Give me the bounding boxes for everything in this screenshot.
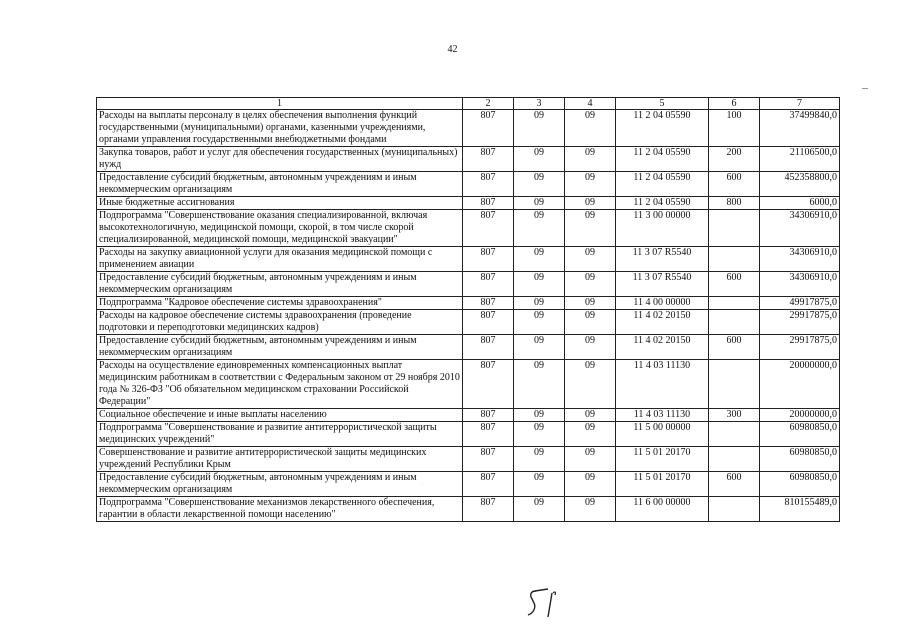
column-header: 3 [514, 98, 565, 110]
signature-text: 51 [422, 485, 423, 486]
row-col-3: 09 [514, 472, 565, 497]
row-col-2: 807 [463, 335, 514, 360]
row-col-6: 200 [709, 147, 760, 172]
table-row [97, 147, 840, 172]
row-col-3: 09 [514, 409, 565, 422]
row-col-4: 09 [565, 210, 616, 247]
row-col-4: 09 [565, 147, 616, 172]
row-col-6: 600 [709, 472, 760, 497]
row-name: Закупка товаров, работ и услуг для обеспечения государственных (муниципальных) нужд [97, 147, 463, 172]
row-name: Расходы на закупку авиационной услуги для оказания медицинской помощи с применением авиации [97, 247, 463, 272]
row-amount: 34306910,0 [760, 247, 840, 272]
row-col-4: 09 [565, 409, 616, 422]
table-row [97, 409, 840, 422]
row-col-6: 800 [709, 197, 760, 210]
table-row [97, 197, 840, 210]
table-row [97, 110, 840, 147]
row-col-3: 09 [514, 210, 565, 247]
page-number: 42 [447, 44, 458, 55]
row-col-3: 09 [514, 247, 565, 272]
row-col-5: 11 5 01 20170 [616, 447, 709, 472]
row-col-3: 09 [514, 310, 565, 335]
row-col-6 [709, 297, 760, 310]
column-header: 4 [565, 98, 616, 110]
row-name: Социальное обеспечение и иные выплаты населению [97, 409, 463, 422]
row-amount: 29917875,0 [760, 335, 840, 360]
row-col-4: 09 [565, 297, 616, 310]
row-col-4: 09 [565, 335, 616, 360]
row-col-2: 807 [463, 497, 514, 522]
row-col-6 [709, 422, 760, 447]
row-col-6 [709, 447, 760, 472]
row-col-5: 11 3 07 R5540 [616, 247, 709, 272]
row-col-6: 300 [709, 409, 760, 422]
row-col-5: 11 3 00 00000 [616, 210, 709, 247]
row-amount: 21106500,0 [760, 147, 840, 172]
row-col-3: 09 [514, 197, 565, 210]
row-col-2: 807 [463, 197, 514, 210]
row-col-3: 09 [514, 360, 565, 409]
row-name: Подпрограмма "Совершенствование оказания специализированной, включая высокотехнологичную, медицинской помощи, скорой, в том числе скорой специализированной, медицинской помощи, медицинской эвакуации" [97, 210, 463, 247]
table-row [97, 422, 840, 447]
row-name: Расходы на осуществление единовременных компенсационных выплат медицинским работникам в соответствии с Федеральным законом от 29 ноября 2010 года № 326-ФЗ "Об обязательном медицинском страховании Российской Федерации" [97, 360, 463, 409]
row-col-6 [709, 247, 760, 272]
row-col-6: 100 [709, 110, 760, 147]
column-header: 6 [709, 98, 760, 110]
row-col-2: 807 [463, 310, 514, 335]
row-col-2: 807 [463, 422, 514, 447]
row-name: Подпрограмма "Совершенствование и развитие антитеррористической защиты медицинских учреждений" [97, 422, 463, 447]
row-amount: 29917875,0 [760, 310, 840, 335]
row-col-4: 09 [565, 360, 616, 409]
row-col-5: 11 6 00 00000 [616, 497, 709, 522]
margin-mark [862, 88, 868, 89]
row-col-5: 11 4 02 20150 [616, 335, 709, 360]
table-row [97, 447, 840, 472]
row-col-3: 09 [514, 447, 565, 472]
row-col-2: 807 [463, 147, 514, 172]
row-col-2: 807 [463, 409, 514, 422]
row-col-5: 11 4 03 11130 [616, 409, 709, 422]
row-name: Расходы на кадровое обеспечение системы здравоохранения (проведение подготовки и переподготовки медицинских кадров) [97, 310, 463, 335]
table-row [97, 497, 840, 522]
row-col-5: 11 5 00 00000 [616, 422, 709, 447]
row-col-4: 09 [565, 472, 616, 497]
row-col-6: 600 [709, 335, 760, 360]
row-name: Иные бюджетные ассигнования [97, 197, 463, 210]
table-row [97, 210, 840, 247]
row-col-4: 09 [565, 497, 616, 522]
row-col-5: 11 2 04 05590 [616, 172, 709, 197]
row-col-4: 09 [565, 272, 616, 297]
row-amount: 452358800,0 [760, 172, 840, 197]
row-col-5: 11 5 01 20170 [616, 472, 709, 497]
row-col-4: 09 [565, 247, 616, 272]
row-col-5: 11 2 04 05590 [616, 110, 709, 147]
column-header: 1 [97, 98, 463, 110]
row-col-6: 600 [709, 172, 760, 197]
row-amount: 34306910,0 [760, 272, 840, 297]
table-row [97, 272, 840, 297]
row-col-4: 09 [565, 197, 616, 210]
row-col-2: 807 [463, 172, 514, 197]
row-col-5: 11 4 02 20150 [616, 310, 709, 335]
row-name: Предоставление субсидий бюджетным, автономным учреждениям и иным некоммерческим организациям [97, 335, 463, 360]
table-header-row [97, 98, 840, 110]
row-col-3: 09 [514, 147, 565, 172]
row-col-3: 09 [514, 497, 565, 522]
row-amount: 34306910,0 [760, 210, 840, 247]
row-amount: 6000,0 [760, 197, 840, 210]
row-name: Предоставление субсидий бюджетным, автономным учреждениям и иным некоммерческим организациям [97, 172, 463, 197]
row-amount: 810155489,0 [760, 497, 840, 522]
row-col-2: 807 [463, 360, 514, 409]
row-col-3: 09 [514, 172, 565, 197]
row-amount: 60980850,0 [760, 447, 840, 472]
row-col-4: 09 [565, 310, 616, 335]
row-amount: 60980850,0 [760, 472, 840, 497]
row-col-5: 11 2 04 05590 [616, 197, 709, 210]
row-col-5: 11 2 04 05590 [616, 147, 709, 172]
row-col-4: 09 [565, 172, 616, 197]
row-col-3: 09 [514, 297, 565, 310]
row-name: Совершенствование и развитие антитеррористической защиты медицинских учреждений Республики Крым [97, 447, 463, 472]
row-col-6: 600 [709, 272, 760, 297]
row-name: Предоставление субсидий бюджетным, автономным учреждениям и иным некоммерческим организациям [97, 472, 463, 497]
row-col-2: 807 [463, 210, 514, 247]
row-col-3: 09 [514, 110, 565, 147]
table-row [97, 335, 840, 360]
table-body [97, 110, 840, 522]
row-col-3: 09 [514, 335, 565, 360]
row-col-2: 807 [463, 247, 514, 272]
row-name: Подпрограмма "Совершенствование механизмов лекарственного обеспечения, гарантии в области лекарственной помощи населению" [97, 497, 463, 522]
row-amount: 49917875,0 [760, 297, 840, 310]
table-row [97, 247, 840, 272]
row-name: Подпрограмма "Кадровое обеспечение системы здравоохранения" [97, 297, 463, 310]
row-col-6 [709, 497, 760, 522]
table-row [97, 472, 840, 497]
row-amount: 60980850,0 [760, 422, 840, 447]
row-amount: 20000000,0 [760, 409, 840, 422]
row-amount: 20000000,0 [760, 360, 840, 409]
table-row [97, 297, 840, 310]
row-col-2: 807 [463, 297, 514, 310]
row-col-5: 11 4 00 00000 [616, 297, 709, 310]
row-col-5: 11 3 07 R5540 [616, 272, 709, 297]
row-col-4: 09 [565, 422, 616, 447]
row-col-6 [709, 360, 760, 409]
table-row [97, 360, 840, 409]
row-col-4: 09 [565, 447, 616, 472]
table-row [97, 310, 840, 335]
row-col-2: 807 [463, 110, 514, 147]
budget-table [96, 97, 840, 522]
row-col-3: 09 [514, 422, 565, 447]
row-col-2: 807 [463, 272, 514, 297]
table-row [97, 172, 840, 197]
row-col-5: 11 4 03 11130 [616, 360, 709, 409]
column-header: 2 [463, 98, 514, 110]
row-col-2: 807 [463, 472, 514, 497]
row-col-4: 09 [565, 110, 616, 147]
row-col-2: 807 [463, 447, 514, 472]
row-col-3: 09 [514, 272, 565, 297]
row-col-6 [709, 210, 760, 247]
column-header: 7 [760, 98, 840, 110]
row-name: Расходы на выплаты персоналу в целях обеспечения выполнения функций государственными (муниципальными) органами, казенными учреждениями, органами управления государственными внебюджетными фондами [97, 110, 463, 147]
row-amount: 37499840,0 [760, 110, 840, 147]
column-header: 5 [616, 98, 709, 110]
row-name: Предоставление субсидий бюджетным, автономным учреждениям и иным некоммерческим организациям [97, 272, 463, 297]
row-col-6 [709, 310, 760, 335]
